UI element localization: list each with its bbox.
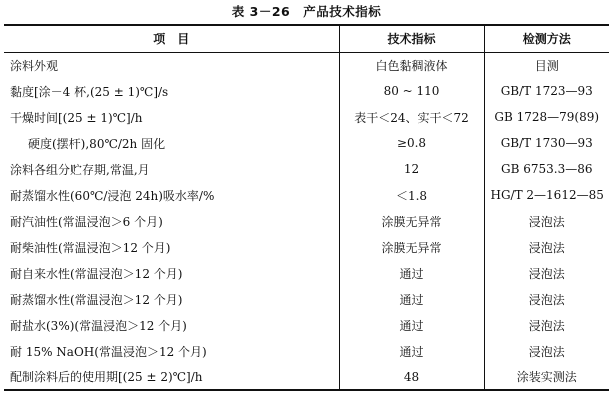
table-row [4,364,609,390]
item-cell: 耐 15% NaOH(常温浸泡＞12 个月) [10,344,207,359]
product-spec-table [4,24,609,391]
item-cell: 耐柴油性(常温浸泡＞12 个月) [10,240,171,255]
method-cell: GB/T 1723—93 [484,78,609,104]
spec-cell: ＜1.8 [339,182,484,208]
item-cell: 耐盐水(3%)(常温浸泡＞12 个月) [10,318,187,333]
spec-cell: 通过 [339,338,484,364]
table-row [4,130,609,156]
item-cell: 硬度(摆杆),80℃/2h 固化 [28,136,166,151]
table-row [4,156,609,182]
spec-cell: 通过 [339,260,484,286]
method-cell: 浸泡法 [484,286,609,312]
method-cell: 浸泡法 [484,234,609,260]
table-row [4,312,609,338]
item-cell: 耐蒸馏水性(60℃/浸泡 24h)吸水率/% [10,188,215,203]
item-cell: 耐汽油性(常温浸泡＞6 个月) [10,214,163,229]
table-row [4,78,609,104]
item-cell: 涂料各组分贮存期,常温,月 [10,162,150,177]
header-spec: 技术指标 [339,25,484,52]
method-cell: 涂装实测法 [484,364,609,390]
method-cell: 浸泡法 [484,312,609,338]
method-cell: GB/T 1730—93 [484,130,609,156]
table-row [4,182,609,208]
table-caption: 表 3－26 产品技术指标 [231,4,382,19]
method-cell: 浸泡法 [484,260,609,286]
item-cell: 配制涂料后的使用期[(25 ± 2)℃]/h [10,370,203,384]
table-row [4,104,609,130]
item-cell: 黏度[涂－4 杯,(25 ± 1)℃]/s [10,84,169,99]
table-row [4,260,609,286]
spec-cell: 涂膜无异常 [339,208,484,234]
header-item: 项 目 [153,32,190,47]
method-cell: 目测 [484,52,609,78]
spec-cell: 通过 [339,312,484,338]
spec-cell: 48 [339,364,484,390]
method-cell: 浸泡法 [484,208,609,234]
item-cell: 耐自来水性(常温浸泡＞12 个月) [10,266,183,281]
table-row [4,286,609,312]
table-row [4,234,609,260]
method-cell: GB 6753.3—86 [484,156,609,182]
spec-cell: 12 [339,156,484,182]
method-cell: 浸泡法 [484,338,609,364]
method-cell: HG/T 2—1612—85 [484,182,609,208]
method-cell: GB 1728—79(89) [484,104,609,130]
spec-cell: 涂膜无异常 [339,234,484,260]
item-cell: 干燥时间[(25 ± 1)℃]/h [10,110,143,125]
spec-cell: 表干＜24、实干＜72 [339,104,484,130]
spec-cell: 通过 [339,286,484,312]
table-row [4,338,609,364]
header-method: 检测方法 [484,25,609,52]
item-cell: 涂料外观 [10,58,59,73]
spec-cell: 80 ~ 110 [339,78,484,104]
table-row [4,52,609,78]
spec-cell: ≥0.8 [339,130,484,156]
item-cell: 耐蒸馏水性(常温浸泡＞12 个月) [10,292,183,307]
table-header-row [4,25,609,52]
table-row [4,208,609,234]
spec-cell: 白色黏稠液体 [339,52,484,78]
